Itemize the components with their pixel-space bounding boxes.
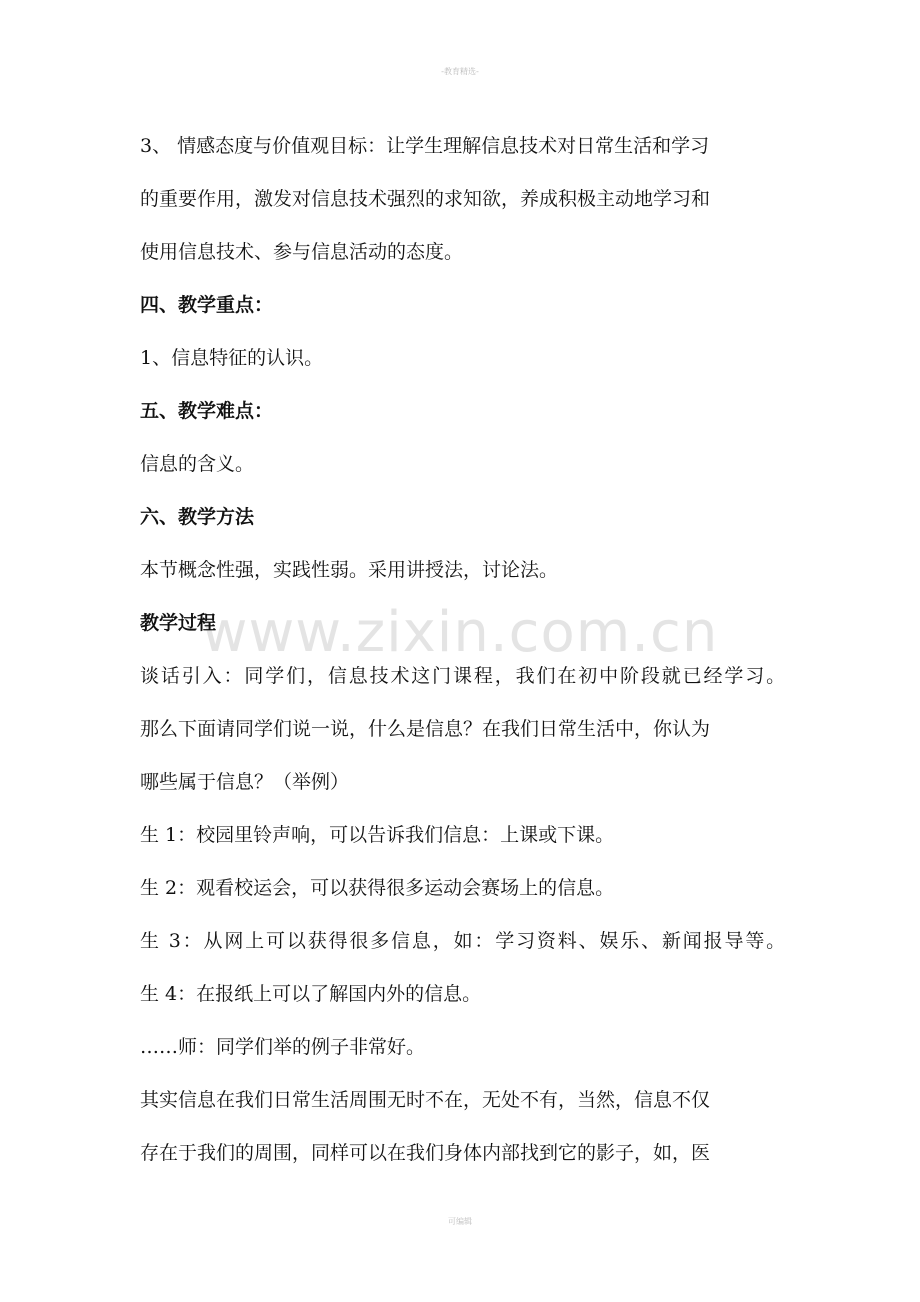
text-line: 的重要作用，激发对信息技术强烈的求知欲，养成积极主动地学习和 (140, 188, 711, 210)
text-line: 生 3：从网上可以获得很多信息，如：学习资料、娱乐、新闻报导等。 (140, 930, 788, 952)
text-line: 信息的含义。 (140, 453, 255, 475)
section-heading-process: 教学过程 (140, 612, 217, 634)
text-line: 本节概念性强，实践性弱。采用讲授法，讨论法。 (140, 559, 559, 581)
text-line: 其实信息在我们日常生活周围无时不在，无处不有，当然，信息不仅 (140, 1089, 711, 1111)
text-line: 使用信息技术、参与信息活动的态度。 (140, 241, 464, 263)
text-line: 谈话引入：同学们，信息技术这门课程，我们在初中阶段就已经学习。 (140, 665, 787, 687)
page-footer-mark: 可编辑 (448, 1217, 472, 1226)
text-line: 1、信息特征的认识。 (140, 347, 324, 369)
text-line: 生 2：观看校运会，可以获得很多运动会赛场上的信息。 (140, 877, 615, 899)
watermark: www.zixin.com.cn (201, 600, 719, 665)
page-header-mark: -教育精选- (441, 67, 479, 76)
text-line: 生 4：在报纸上可以了解国内外的信息。 (140, 983, 482, 1005)
section-heading-difficulties: 五、教学难点： (140, 400, 274, 422)
text-line: ……师：同学们举的例子非常好。 (140, 1036, 426, 1058)
text-line: 存在于我们的周围，同样可以在我们身体内部找到它的影子，如，医 (140, 1142, 711, 1164)
section-heading-methods: 六、教学方法 (140, 506, 255, 528)
section-heading-key-points: 四、教学重点： (140, 294, 274, 316)
text-line: 生 1：校园里铃声响，可以告诉我们信息：上课或下课。 (140, 824, 615, 846)
text-line: 哪些属于信息？（举例） (140, 771, 350, 793)
document-body (140, 120, 788, 1180)
text-line: 3、 情感态度与价值观目标：让学生理解信息技术对日常生活和学习 (140, 135, 710, 157)
text-line: 那么下面请同学们说一说，什么是信息？在我们日常生活中，你认为 (140, 718, 711, 740)
